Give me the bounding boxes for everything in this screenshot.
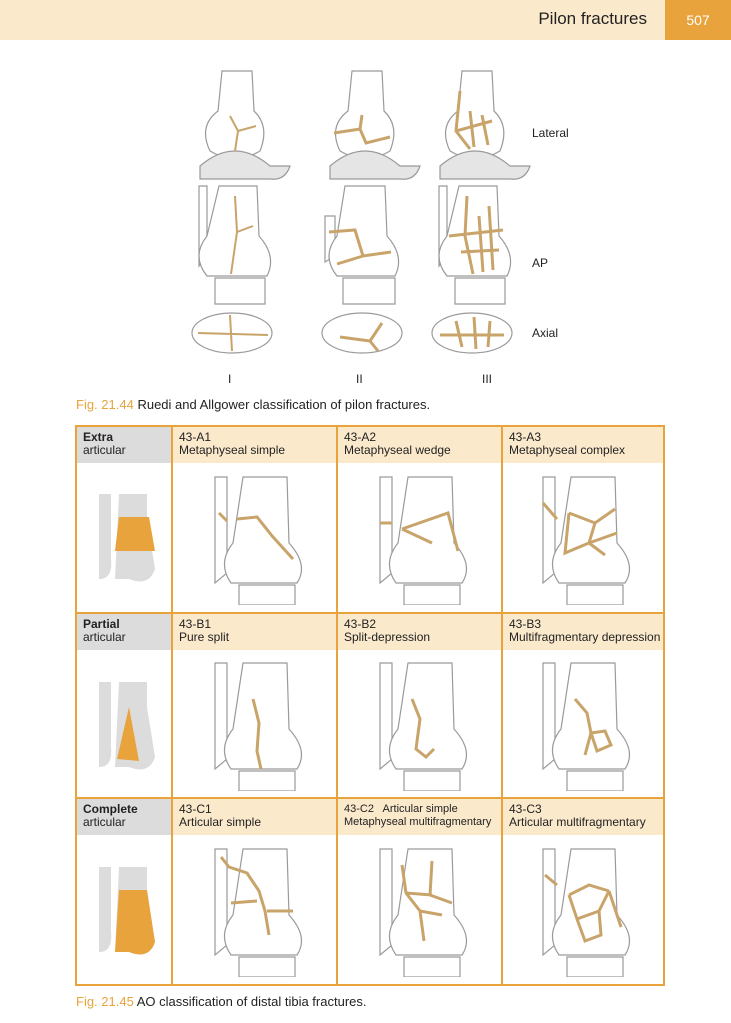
- ap-type-3: [439, 186, 511, 304]
- lateral-type-1: [200, 71, 290, 179]
- illustration-43-B2: [362, 659, 482, 791]
- row-label-lateral: Lateral: [532, 126, 569, 140]
- illustration-43-A2: [362, 473, 482, 605]
- illustration-43-C1: [197, 845, 317, 977]
- lateral-type-3: [440, 71, 530, 179]
- cell-43-B3: 43-B3 Multifragmentary depression: [503, 614, 663, 650]
- col-label-1: I: [228, 372, 232, 386]
- cell-43-B1: 43-B1 Pure split: [173, 614, 336, 650]
- row-label-axial: Axial: [532, 326, 559, 340]
- cell-43-B2: 43-B2 Split-depression: [338, 614, 501, 650]
- partial-articular-diagram: [89, 677, 159, 777]
- cell-43-A1: 43-A1 Metaphyseal simple: [173, 427, 336, 463]
- ao-classification-table: [75, 425, 665, 986]
- illustration-43-B3: [525, 659, 645, 791]
- ap-type-1: [199, 186, 271, 304]
- ruedi-allgower-figure: [175, 66, 585, 396]
- illustration-43-A1: [197, 473, 317, 605]
- running-title: Pilon fractures: [538, 9, 647, 28]
- illustration-43-B1: [197, 659, 317, 791]
- row-label-ap: AP: [532, 256, 549, 270]
- category-complete-articular: Complete articular: [77, 799, 171, 835]
- cell-43-C1: 43-C1 Articular simple: [173, 799, 336, 835]
- category-partial-articular: Partial articular: [77, 614, 171, 650]
- illustration-43-C2: [362, 845, 482, 977]
- caption-text: Ruedi and Allgower classification of pilon fractures.: [137, 397, 431, 412]
- ap-type-2: [325, 186, 399, 304]
- cell-43-C2: 43-C2 Articular simple Metaphyseal multifragmentary: [338, 799, 501, 835]
- caption-text: AO classification of distal tibia fractures.: [136, 994, 367, 1009]
- caption-number: Fig. 21.44: [76, 397, 134, 412]
- cell-43-A3: 43-A3 Metaphyseal complex: [503, 427, 663, 463]
- cell-43-C3: 43-C3 Articular multifragmentary: [503, 799, 663, 835]
- page-header: [0, 0, 731, 40]
- extra-articular-diagram: [89, 489, 159, 589]
- ruedi-allgower-illustration: [175, 66, 585, 376]
- col-label-3: III: [482, 372, 493, 386]
- figure-caption-21-45: [76, 994, 367, 1009]
- axial-type-1: [192, 313, 272, 353]
- figure-caption-21-44: [76, 397, 430, 412]
- col-label-2: II: [356, 372, 363, 386]
- page-number: 507: [665, 0, 731, 40]
- caption-number: Fig. 21.45: [76, 994, 134, 1009]
- axial-type-2: [322, 313, 402, 353]
- lateral-type-2: [330, 71, 420, 179]
- cell-43-A2: 43-A2 Metaphyseal wedge: [338, 427, 501, 463]
- illustration-43-A3: [525, 473, 645, 605]
- illustration-43-C3: [525, 845, 645, 977]
- complete-articular-diagram: [89, 862, 159, 962]
- axial-type-3: [432, 313, 512, 353]
- category-extra-articular: Extra articular: [77, 427, 171, 463]
